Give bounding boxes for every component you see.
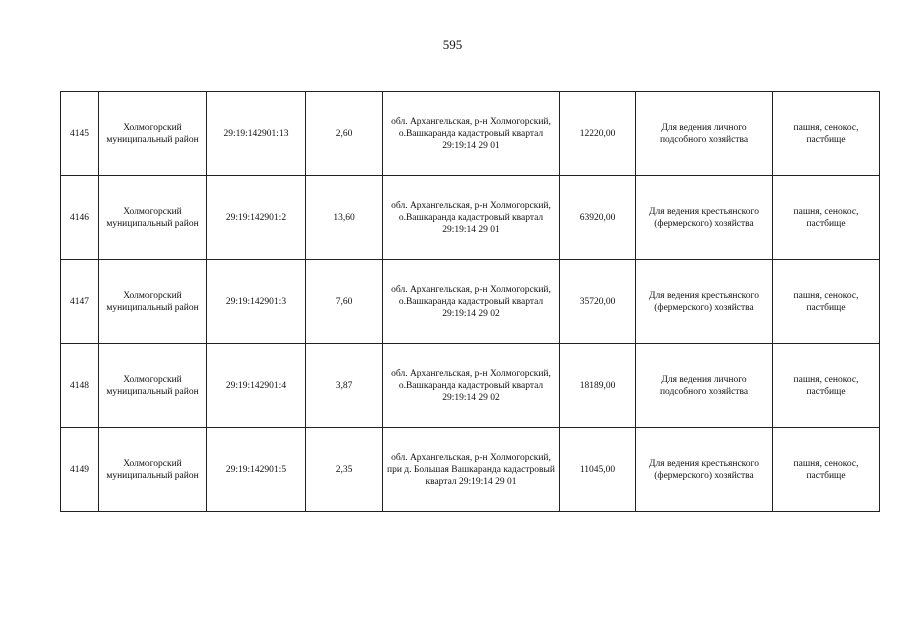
square-cell: 11045,00: [560, 428, 636, 512]
purpose-cell: Для ведения крестьянского (фермерского) хозяйства: [636, 428, 773, 512]
row-number-cell: 4148: [61, 344, 99, 428]
cadastral-number-cell: 29:19:142901:2: [207, 176, 306, 260]
land-use-cell: пашня, сенокос, пастбище: [773, 176, 880, 260]
square-cell: 63920,00: [560, 176, 636, 260]
land-use-cell: пашня, сенокос, пастбище: [773, 428, 880, 512]
land-plots-table: [60, 91, 880, 512]
district-cell: Холмогорский муниципальный район: [99, 176, 207, 260]
page-number: 595: [442, 37, 463, 52]
land-use-cell: пашня, сенокос, пастбище: [773, 92, 880, 176]
purpose-cell: Для ведения крестьянского (фермерского) хозяйства: [636, 176, 773, 260]
row-number-cell: 4145: [61, 92, 99, 176]
district-cell: Холмогорский муниципальный район: [99, 92, 207, 176]
area-cell: 3,87: [306, 344, 383, 428]
square-cell: 35720,00: [560, 260, 636, 344]
address-cell: обл. Архангельская, р-н Холмогорский, о.Вашкаранда кадастровый квартал 29:19:14 29 01: [383, 92, 560, 176]
address-cell: обл. Архангельская, р-н Холмогорский, о.Вашкаранда кадастровый квартал 29:19:14 29 02: [383, 344, 560, 428]
land-use-cell: пашня, сенокос, пастбище: [773, 344, 880, 428]
table-row: [61, 176, 880, 260]
area-cell: 13,60: [306, 176, 383, 260]
table-row: [61, 428, 880, 512]
area-cell: 2,35: [306, 428, 383, 512]
purpose-cell: Для ведения крестьянского (фермерского) хозяйства: [636, 260, 773, 344]
district-cell: Холмогорский муниципальный район: [99, 428, 207, 512]
address-cell: обл. Архангельская, р-н Холмогорский, о.Вашкаранда кадастровый квартал 29:19:14 29 02: [383, 260, 560, 344]
table-row: [61, 92, 880, 176]
cadastral-number-cell: 29:19:142901:13: [207, 92, 306, 176]
area-cell: 2,60: [306, 92, 383, 176]
table-row: [61, 344, 880, 428]
square-cell: 12220,00: [560, 92, 636, 176]
land-use-cell: пашня, сенокос, пастбище: [773, 260, 880, 344]
address-cell: обл. Архангельская, р-н Холмогорский, при д. Большая Вашкаранда кадастровый квартал 29:19:14 29 01: [383, 428, 560, 512]
area-cell: 7,60: [306, 260, 383, 344]
row-number-cell: 4147: [61, 260, 99, 344]
cadastral-number-cell: 29:19:142901:5: [207, 428, 306, 512]
row-number-cell: 4149: [61, 428, 99, 512]
purpose-cell: Для ведения личного подсобного хозяйства: [636, 92, 773, 176]
cadastral-number-cell: 29:19:142901:3: [207, 260, 306, 344]
cadastral-number-cell: 29:19:142901:4: [207, 344, 306, 428]
square-cell: 18189,00: [560, 344, 636, 428]
district-cell: Холмогорский муниципальный район: [99, 344, 207, 428]
address-cell: обл. Архангельская, р-н Холмогорский, о.Вашкаранда кадастровый квартал 29:19:14 29 01: [383, 176, 560, 260]
table-row: [61, 260, 880, 344]
purpose-cell: Для ведения личного подсобного хозяйства: [636, 344, 773, 428]
row-number-cell: 4146: [61, 176, 99, 260]
district-cell: Холмогорский муниципальный район: [99, 260, 207, 344]
